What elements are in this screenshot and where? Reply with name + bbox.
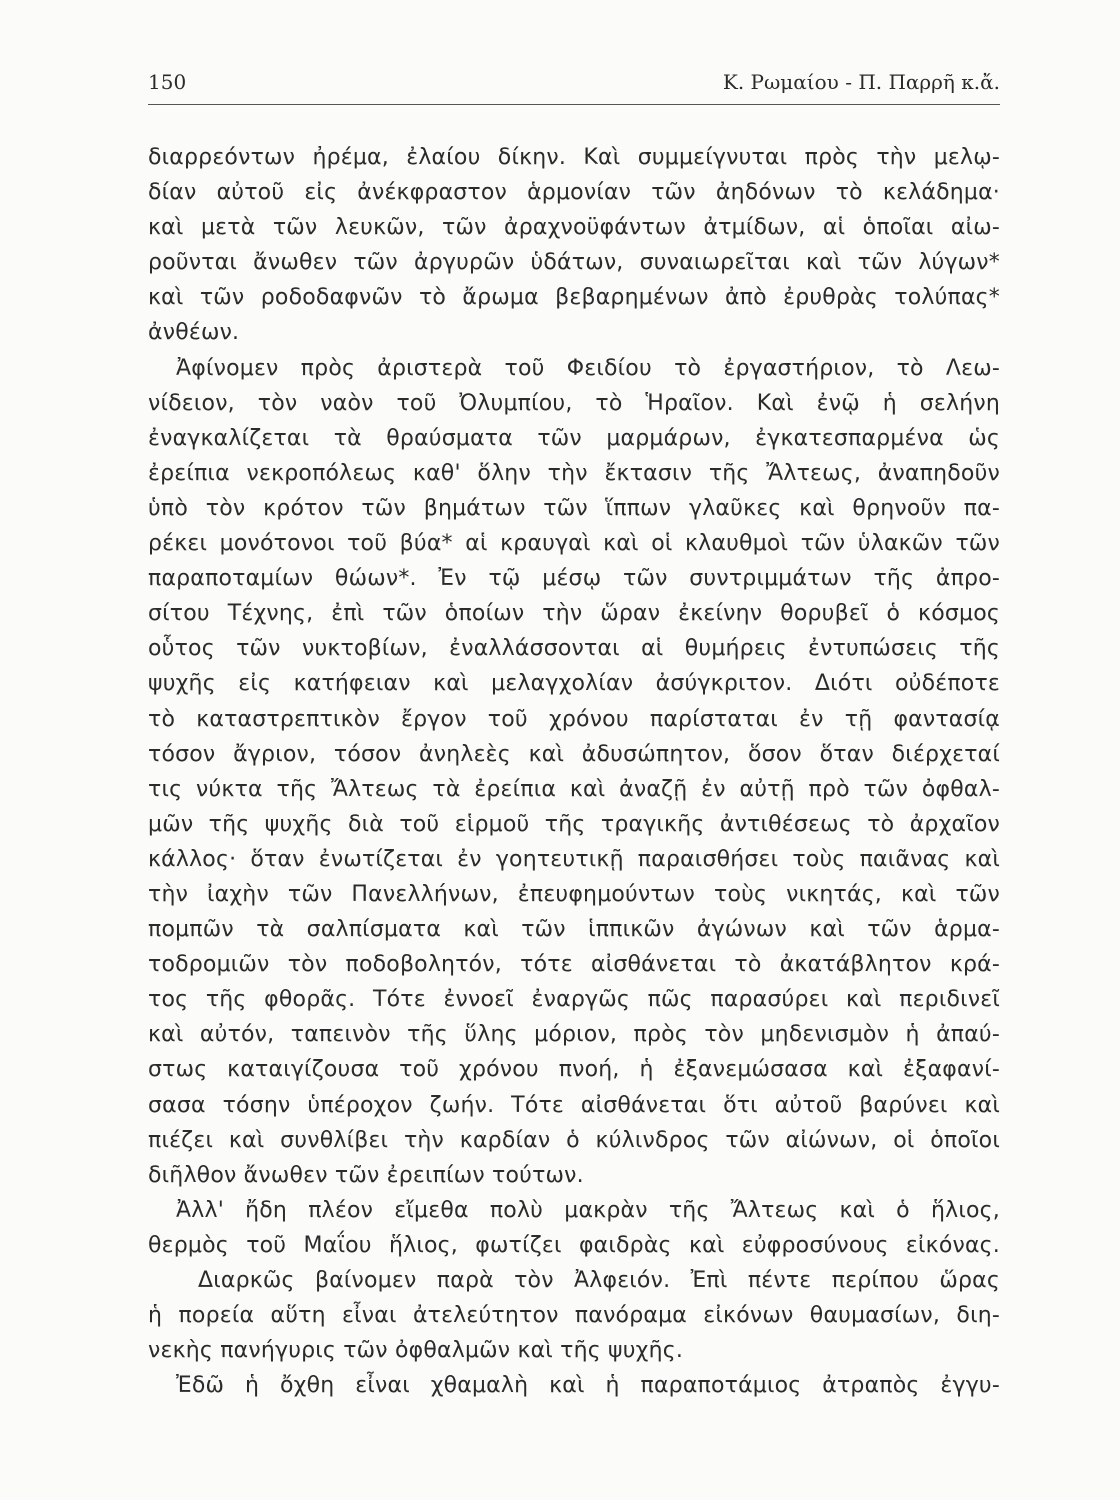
text-line: ἐρείπια νεκροπόλεως καθ' ὅλην τὴν ἔκτασιν τῆς Ἄλτεως, ἀναπηδοῦν [148, 460, 1000, 486]
header-rule [148, 104, 1000, 105]
text-line: νεκὴς πανήγυρις τῶν ὀφθαλμῶν καὶ τῆς ψυχῆς. [148, 1338, 684, 1364]
text-line: δίαν αὐτοῦ εἰς ἀνέκφραστον ἁρμονίαν τῶν ἀηδόνων τὸ κελάδημα· [148, 180, 1000, 206]
text-line: τὴν ἰαχὴν τῶν Πανελλήνων, ἐπευφημούντων τοὺς νικητάς, καὶ τῶν [148, 881, 1000, 907]
text-line: παραποταμίων θώων*. Ἐν τῷ μέσῳ τῶν συντριμμάτων τῆς ἀπρο- [148, 566, 1000, 592]
text-line: ὑπὸ τὸν κρότον τῶν βημάτων τῶν ἵππων γλαῦκες καὶ θρηνοῦν πα- [148, 495, 1000, 521]
page-header [148, 70, 1000, 102]
text-line: σίτου Τέχνης, ἐπὶ τῶν ὁποίων τὴν ὥραν ἐκείνην θορυβεῖ ὁ κόσμος [148, 601, 1000, 627]
text-line: ρέκει μονότονοι τοῦ βύα* αἱ κραυγαὶ καὶ οἱ κλαυθμοὶ τῶν ὑλακῶν τῶν [148, 531, 1000, 557]
text-line: πιέζει καὶ συνθλίβει τὴν καρδίαν ὁ κύλινδρος τῶν αἰώνων, οἱ ὁποῖοι [148, 1127, 1000, 1153]
text-line: καὶ αὐτόν, ταπεινὸν τῆς ὕλης μόριον, πρὸς τὸν μηδενισμὸν ἡ ἀπαύ- [148, 1022, 1000, 1048]
text-line: Ἀλλ' ἤδη πλέον εἴμεθα πολὺ μακρὰν τῆς Ἄλτεως καὶ ὁ ἥλιος, [176, 1197, 1000, 1223]
text-line: καὶ τῶν ροδοδαφνῶν τὸ ἄρωμα βεβαρημένων ἀπὸ ἐρυθρὰς τολύπας* [148, 285, 1000, 311]
text-line: διῆλθον ἄνωθεν τῶν ἐρειπίων τούτων. [148, 1162, 584, 1188]
text-line: Διαρκῶς βαίνομεν παρὰ τὸν Ἀλφειόν. Ἐπὶ πέντε περίπου ὥρας [198, 1268, 1000, 1293]
text-line: τις νύκτα τῆς Ἄλτεως τὰ ἐρείπια καὶ ἀναζῇ ἐν αὐτῇ πρὸ τῶν ὀφθαλ- [148, 776, 1000, 802]
text-line: καὶ μετὰ τῶν λευκῶν, τῶν ἀραχνοϋφάντων ἀτμίδων, αἱ ὁποῖαι αἰω- [148, 215, 1000, 241]
text-line: τὸ καταστρεπτικὸν ἔργον τοῦ χρόνου παρίσταται ἐν τῇ φαντασίᾳ [148, 706, 1000, 732]
text-line: ψυχῆς εἰς κατήφειαν καὶ μελαγχολίαν ἀσύγκριτον. Διότι οὐδέποτε [148, 671, 1000, 697]
page-number: 150 [148, 70, 187, 94]
text-line: ἡ πορεία αὕτη εἶναι ἀτελεύτητον πανόραμα εἰκόνων θαυμασίων, διη- [148, 1303, 1000, 1329]
text-line: κάλλος· ὅταν ἐνωτίζεται ἐν γοητευτικῇ παραισθήσει τοὺς παιᾶνας καὶ [148, 846, 1000, 872]
text-line: νίδειον, τὸν ναὸν τοῦ Ὀλυμπίου, τὸ Ἡραῖον. Καὶ ἐνῷ ἡ σελήνη [148, 390, 1000, 416]
text-line: ἀνθέων. [148, 320, 240, 346]
text-line: Ἐδῶ ἡ ὄχθη εἶναι χθαμαλὴ καὶ ἡ παραποτάμιος ἀτραπὸς ἐγγυ- [176, 1373, 1000, 1399]
running-head: Κ. Ρωμαίου - Π. Παρρῆ κ.ἄ. [722, 70, 1000, 94]
text-line: θερμὸς τοῦ Μαΐου ἥλιος, φωτίζει φαιδρὰς καὶ εὐφροσύνους εἰκόνας. [148, 1232, 1000, 1258]
text-line: ἐναγκαλίζεται τὰ θραύσματα τῶν μαρμάρων, ἐγκατεσπαρμένα ὡς [148, 425, 1000, 451]
text-line: στως καταιγίζουσα τοῦ χρόνου πνοή, ἡ ἐξανεμώσασα καὶ ἐξαφανί- [148, 1057, 1000, 1083]
text-line: πομπῶν τὰ σαλπίσματα καὶ τῶν ἱππικῶν ἀγώνων καὶ τῶν ἁρμα- [148, 917, 1000, 943]
text-line: οὗτος τῶν νυκτοβίων, ἐναλλάσσονται αἱ θυμήρεις ἐντυπώσεις τῆς [148, 636, 1000, 662]
text-line: σασα τόσην ὑπέροχον ζωήν. Τότε αἰσθάνεται ὅτι αὐτοῦ βαρύνει καὶ [148, 1092, 1000, 1118]
text-line: μῶν τῆς ψυχῆς διὰ τοῦ εἱρμοῦ τῆς τραγικῆς ἀντιθέσεως τὸ ἀρχαῖον [148, 811, 1000, 837]
text-line: διαρρεόντων ἠρέμα, ἐλαίου δίκην. Καὶ συμμείγνυται πρὸς τὴν μελῳ- [148, 145, 1000, 170]
text-line: τοδρομιῶν τὸν ποδοβολητόν, τότε αἰσθάνεται τὸ ἀκατάβλητον κρά- [148, 952, 1000, 978]
text-line: Ἀφίνομεν πρὸς ἀριστερὰ τοῦ Φειδίου τὸ ἐργαστήριον, τὸ Λεω- [176, 355, 1000, 381]
text-line: ροῦνται ἄνωθεν τῶν ἀργυρῶν ὑδάτων, συναιωρεῖται καὶ τῶν λύγων* [148, 250, 1000, 276]
text-line: τόσον ἄγριον, τόσον ἀνηλεὲς καὶ ἀδυσώπητον, ὅσον ὅταν διέρχεταί [148, 741, 1000, 767]
text-line: τος τῆς φθορᾶς. Τότε ἐννοεῖ ἐναργῶς πῶς παρασύρει καὶ περιδινεῖ [148, 987, 1000, 1013]
body-text [148, 140, 1000, 1403]
